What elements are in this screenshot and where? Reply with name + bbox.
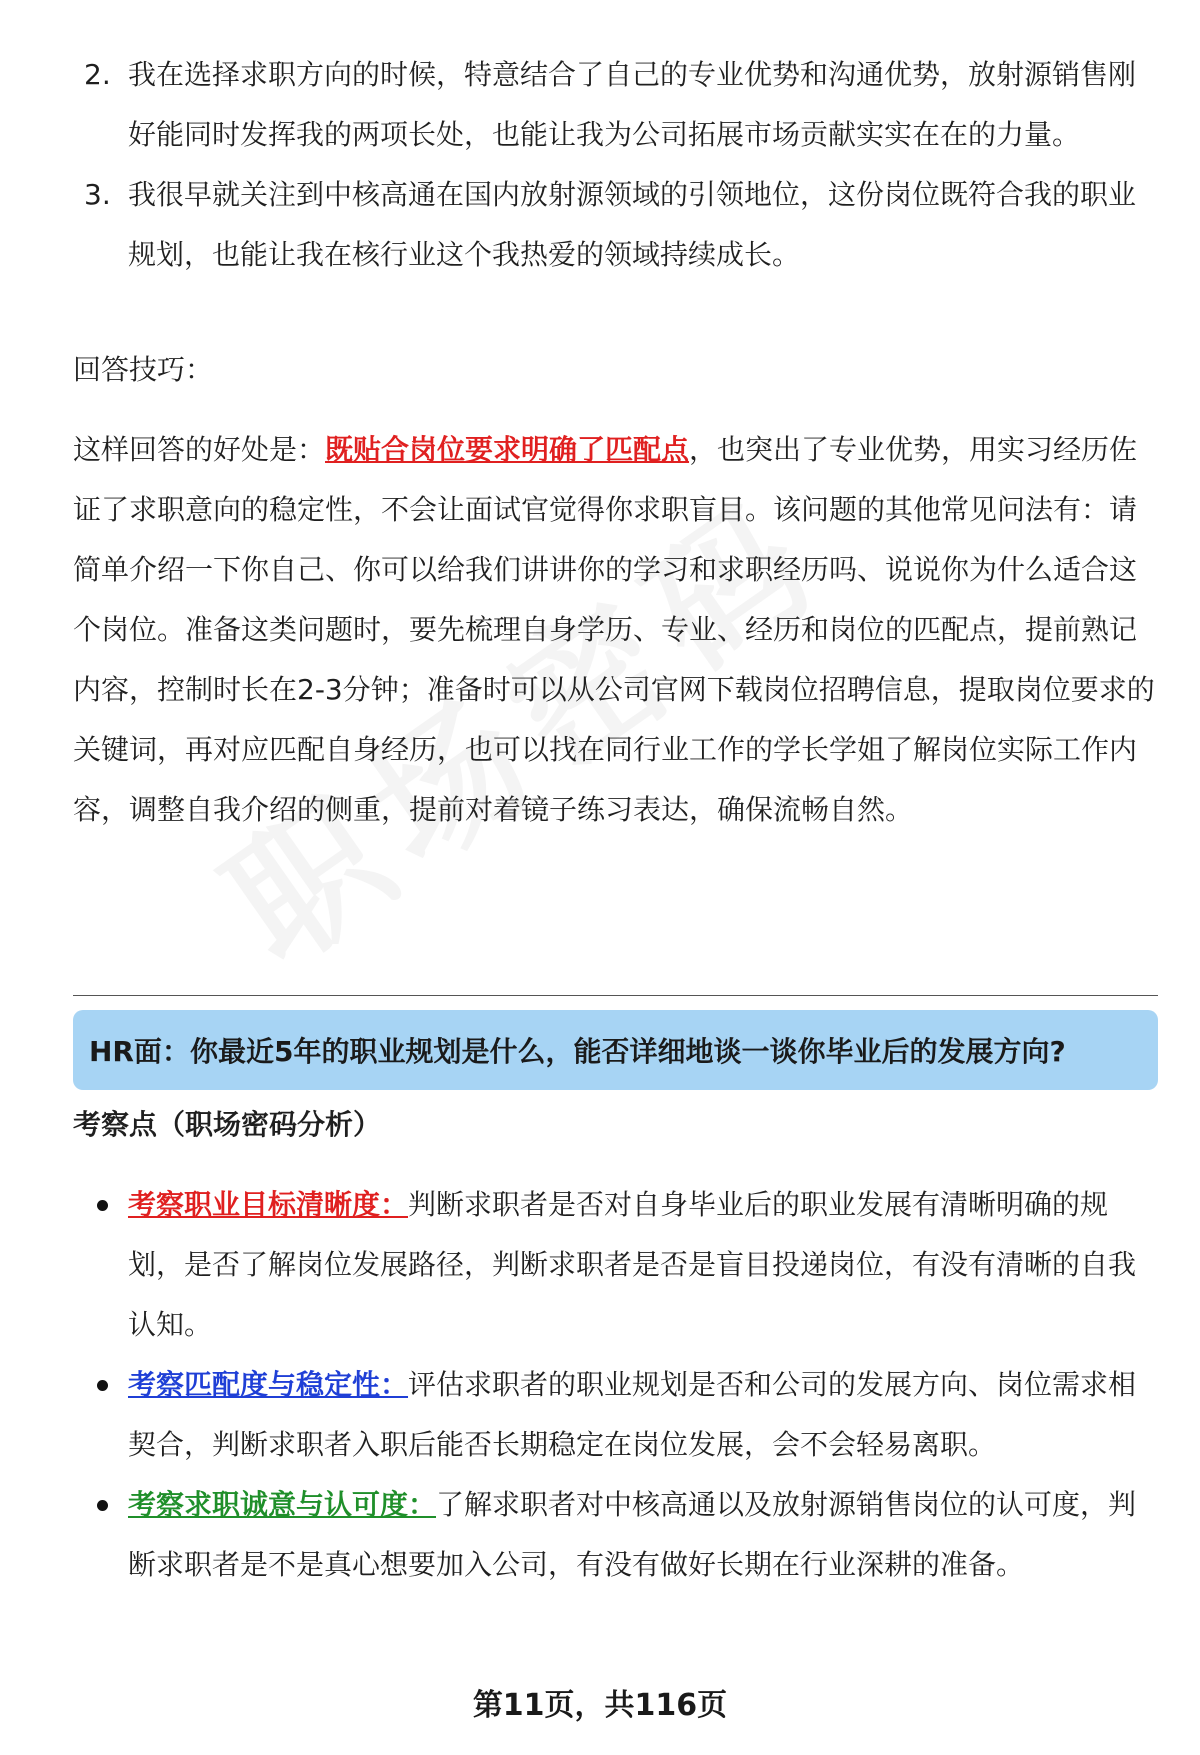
bullet-dot-icon [97,1200,108,1211]
item-number: 2. [84,58,111,91]
bullet-item [0,1175,1143,1355]
tips-prefix: 这样回答的好处是： [73,433,326,466]
hr-question-box [73,1010,1158,1090]
tips-paragraph [73,420,1158,840]
bullet-key: 考察求职诚意与认可度： [128,1488,437,1521]
tips-heading: 回答技巧： [73,353,214,386]
item-number: 3. [84,178,111,211]
tips-highlight: 既贴合岗位要求明确了匹配点 [325,433,690,466]
bullet-text: 评估求职者的职业规划是否和公司的发展方向、岗位需求相契合，判断求职者入职后能否长期稳定在岗位发展，会不会轻易离职。 [128,1368,1137,1461]
page-footer: 第11页，共116页 [472,1688,728,1723]
bullet-text: 了解求职者对中核高通以及放射源销售岗位的认可度，判断求职者是不是真心想要加入公司，有没有做好长期在行业深耕的准备。 [128,1488,1137,1581]
bullet-dot-icon [97,1500,108,1511]
list-item [0,165,1143,285]
numbered-list [0,45,1200,285]
bullet-key: 考察匹配度与稳定性： [128,1368,409,1401]
item-text: 我很早就关注到中核高通在国内放射源领域的引领地位，这份岗位既符合我的职业规划，也能让我在核行业这个我热爱的领域持续成长。 [128,178,1137,271]
item-text: 我在选择求职方向的时候，特意结合了自己的专业优势和沟通优势，放射源销售刚好能同时发挥我的两项长处，也能让我为公司拓展市场贡献实实在在的力量。 [128,58,1137,151]
bullet-text: 判断求职者是否对自身毕业后的职业发展有清晰明确的规划，是否了解岗位发展路径，判断求职者是否是盲目投递岗位，有没有清晰的自我认知。 [128,1188,1137,1341]
hr-question: HR面：你最近5年的职业规划是什么，能否详细地谈一谈你毕业后的发展方向? [89,1035,1066,1068]
list-item [0,45,1143,165]
bullet-key: 考察职业目标清晰度： [128,1188,409,1221]
section-divider [73,995,1158,996]
bullet-item [0,1475,1143,1595]
section-subheading: 考察点（职场密码分析） [73,1108,382,1141]
bullet-list [0,1175,1200,1595]
tips-body: ，也突出了专业优势，用实习经历佐证了求职意向的稳定性，不会让面试官觉得你求职盲目。该问题的其他常见问法有：请简单介绍一下你自己、你可以给我们讲讲你的学习和求职经历吗、说说你为什么适合这个岗位。准备这类问题时，要先梳理自身学历、专业、经历和岗位的匹配点，提前熟记内容，控制时长在2-3分钟；准备时可以从公司官网下载岗位招聘信息，提取岗位要求的关键词，再对应匹配自身经历，也可以找在同行业工作的学长学姐了解岗位实际工作内容，调整自我介绍的侧重，提前对着镜子练习表达，确保流畅自然。 [73,433,1155,826]
bullet-dot-icon [97,1380,108,1391]
bullet-item [0,1355,1143,1475]
